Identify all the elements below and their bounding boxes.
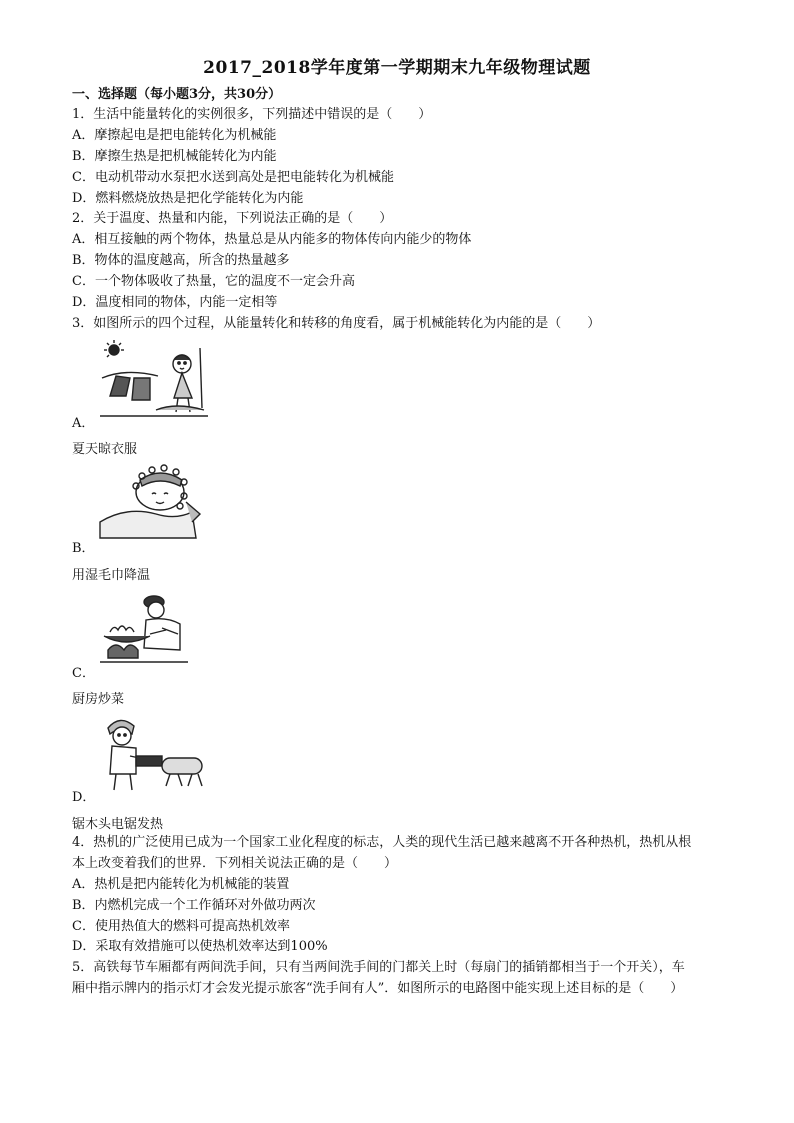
q3-option-a-caption: 夏天晾衣服 (72, 442, 138, 457)
q1-option-a: A．摩擦起电是把电能转化为机械能 (72, 128, 277, 143)
q3-stem: 3．如图所示的四个过程，从能量转化和转移的角度看，属于机械能转化为内能的是（ ） (72, 316, 601, 331)
drying-clothes-figure (96, 338, 212, 420)
q1-option-c: C．电动机带动水泵把水送到高处是把电能转化为机械能 (72, 170, 394, 185)
section-heading: 一、选择题（每小题3分，共30分） (72, 87, 282, 102)
q3-option-a-letter: A． (72, 416, 95, 431)
q3-option-c-letter: C． (72, 666, 95, 681)
q2-stem: 2．关于温度、热量和内能，下列说法正确的是（ ） (72, 211, 393, 226)
page-title: 2017_2018学年度第一学期期末九年级物理试题 (203, 58, 591, 78)
wet-towel-figure (96, 462, 206, 542)
q1-option-d: D．燃料燃烧放热是把化学能转化为内能 (72, 191, 304, 206)
q3-option-b-letter: B． (72, 541, 95, 556)
q4-option-d: D．采取有效措施可以使热机效率达到100% (72, 939, 328, 954)
q4-option-b: B．内燃机完成一个工作循环对外做功两次 (72, 898, 316, 913)
q2-option-c: C．一个物体吸收了热量，它的温度不一定会升高 (72, 274, 355, 289)
q3-option-c-caption: 厨房炒菜 (72, 692, 125, 707)
q1-option-b: B．摩擦生热是把机械能转化为内能 (72, 149, 277, 164)
q4-option-c: C．使用热值大的燃料可提高热机效率 (72, 919, 290, 934)
q2-option-d: D．温度相同的物体，内能一定相等 (72, 295, 278, 310)
saw-wood-figure (96, 712, 216, 794)
q5-stem-line2: 厢中指示牌内的指示灯才会发光提示旅客“洗手间有人”．如图所示的电路图中能实现上述目标的是（ ） (72, 981, 684, 996)
q3-option-b-caption: 用湿毛巾降温 (72, 568, 151, 583)
q1-stem: 1．生活中能量转化的实例很多，下列描述中错误的是（ ） (72, 107, 432, 122)
q4-stem-line2: 本上改变着我们的世界．下列相关说法正确的是（ ） (72, 856, 398, 871)
q3-option-d-letter: D． (72, 790, 96, 805)
q5-stem-line1: 5．高铁每节车厢都有两间洗手间，只有当两间洗手间的门都关上时（每扇门的插销都相当于一个开关），车 (72, 960, 685, 975)
q4-option-a: A．热机是把内能转化为机械能的装置 (72, 877, 290, 892)
q4-stem-line1: 4．热机的广泛使用已成为一个国家工业化程度的标志，人类的现代生活已越来越离不开各种热机，热机从根 (72, 835, 692, 850)
cooking-figure (96, 588, 192, 668)
q2-option-b: B．物体的温度越高，所含的热量越多 (72, 253, 290, 268)
q3-option-d-caption: 锯木头电锯发热 (72, 817, 164, 832)
q2-option-a: A．相互接触的两个物体，热量总是从内能多的物体传向内能少的物体 (72, 232, 472, 247)
sun-icon (109, 345, 119, 355)
